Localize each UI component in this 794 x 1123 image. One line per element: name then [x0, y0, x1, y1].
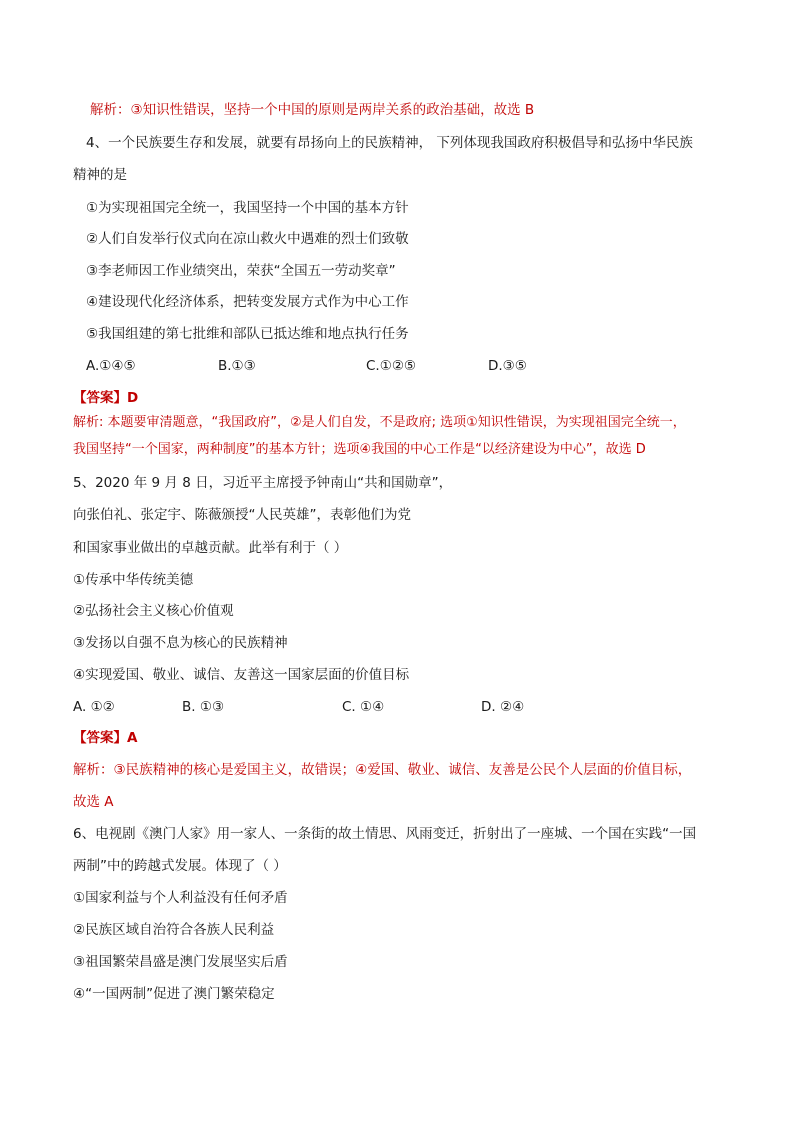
q4-item-1: ①为实现祖国完全统一，我国坚持一个中国的基本方针 [86, 200, 409, 216]
q6-item-2: ②民族区域自治符合各族人民利益 [73, 922, 275, 938]
q5-stem-line3: 和国家事业做出的卓越贡献。此举有利于（ ） [73, 540, 348, 556]
q5-item-1: ①传承中华传统美德 [73, 572, 194, 588]
q4-stem-line1: 4、一个民族要生存和发展，就要有昂扬向上的民族精神， 下列体现我国政府积极倡导和弘扬中华民族 [86, 135, 693, 151]
q4-stem-line2: 精神的是 [73, 167, 127, 183]
q4-option-d: D.③⑤ [488, 358, 527, 374]
q4-analysis-line1: 解析: 本题要审清题意，“我国政府”，②是人们自发，不是政府; 选项①知识性错误，为实现祖国完全统一， [73, 415, 686, 430]
q4-item-3: ③李老师因工作业绩突出，荣获“全国五一劳动奖章” [86, 263, 396, 279]
q6-item-3: ③祖国繁荣昌盛是澳门发展坚实后盾 [73, 954, 288, 970]
q6-item-1: ①国家利益与个人利益没有任何矛盾 [73, 890, 288, 906]
q5-option-b: B. ①③ [182, 699, 225, 715]
q5-stem-line2: 向张伯礼、张定宇、陈薇颁授“人民英雄”，表彰他们为党 [73, 507, 411, 523]
q5-analysis-line2: 故选 A [73, 794, 114, 810]
q5-stem-line1: 5、2020 年 9 月 8 日，习近平主席授予钟南山“共和国勋章”， [73, 475, 453, 491]
q5-option-c: C. ①④ [342, 699, 385, 715]
q4-item-5: ⑤我国组建的第七批维和部队已抵达维和地点执行任务 [86, 326, 409, 342]
q5-option-d: D. ②④ [481, 699, 525, 715]
q4-analysis-line2: 我国坚持“一个国家，两种制度”的基本方针；选项④我国的中心工作是“以经济建设为中心”，故选 D [73, 442, 646, 457]
q4-option-a: A.①④⑤ [86, 358, 136, 374]
q3-analysis: 解析：③知识性错误，坚持一个中国的原则是两岸关系的政治基础，故选 B [90, 102, 535, 118]
q5-analysis-line1: 解析：③民族精神的核心是爱国主义，故错误；④爱国、敬业、诚信、友善是公民个人层面的价值目标， [73, 762, 692, 778]
q4-answer: 【答案】D [73, 390, 139, 406]
q6-stem-line1: 6、电视剧《澳门人家》用一家人、一条街的故土情思、风雨变迁，折射出了一座城、一个国在实践“一国 [73, 826, 697, 842]
q5-item-3: ③发扬以自强不息为核心的民族精神 [73, 635, 288, 651]
q5-item-2: ②弘扬社会主义核心价值观 [73, 603, 234, 619]
q6-item-4: ④“一国两制”促进了澳门繁荣稳定 [73, 986, 275, 1002]
q5-item-4: ④实现爱国、敬业、诚信、友善这一国家层面的价值目标 [73, 667, 410, 683]
q6-stem-line2: 两制”中的跨越式发展。体现了（ ） [73, 858, 287, 874]
q4-option-b: B.①③ [218, 358, 256, 374]
q5-answer: 【答案】A [73, 730, 138, 746]
q4-option-c: C.①②⑤ [366, 358, 417, 374]
q5-option-a: A. ①② [73, 699, 115, 715]
q4-item-4: ④建设现代化经济体系，把转变发展方式作为中心工作 [86, 294, 409, 310]
q4-item-2: ②人们自发举行仪式向在凉山救火中遇难的烈士们致敬 [86, 231, 409, 247]
